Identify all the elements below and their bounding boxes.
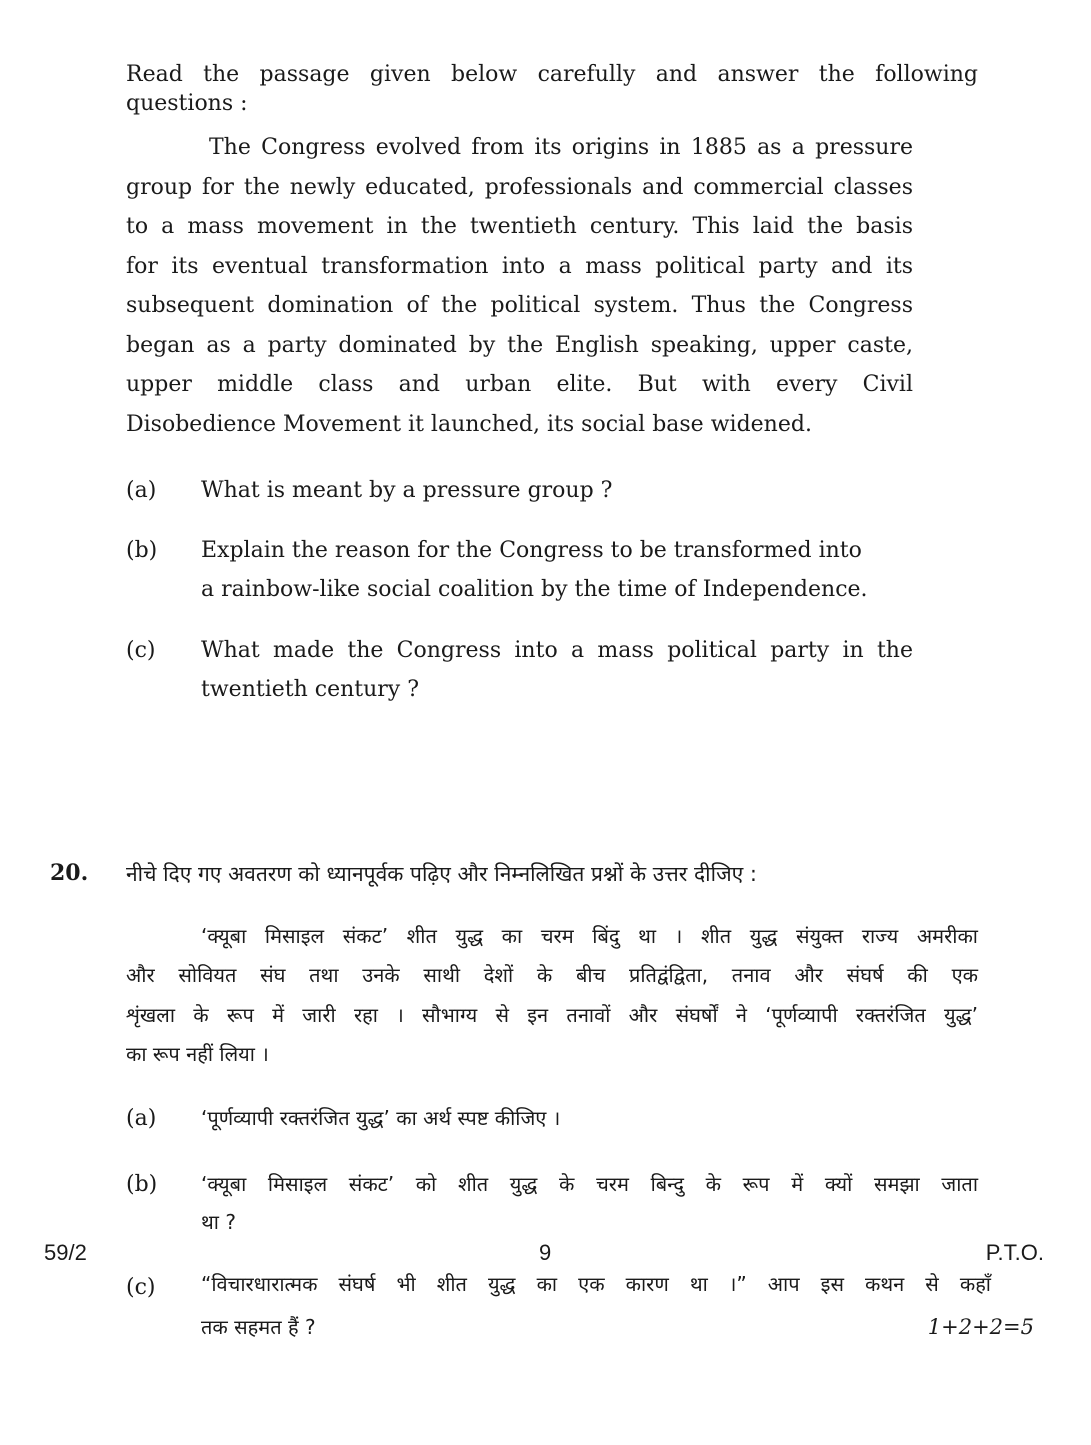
marks-allocation: 1+2+2=5 — [927, 1315, 1034, 1339]
question-number: 20. — [50, 860, 89, 886]
question-c-label: (c) — [126, 638, 156, 663]
q20-b-text-2: था ? — [201, 1210, 236, 1234]
passage-line: to a mass movement in the twentieth century. This laid the basis — [126, 214, 913, 239]
passage-line: upper middle class and urban elite. But with every Civil — [126, 372, 913, 397]
intro-line-1: Read the passage given below carefully and answer the following — [126, 62, 978, 87]
question-b-text-2: a rainbow-like social coalition by the time of Independence. — [201, 577, 868, 602]
hindi-passage-line: शृंखला के रूप में जारी रहा । सौभाग्य से इन तनावों और संघर्षों ने ‘पूर्णव्यापी रक्तरंजित युद्ध’ — [126, 1003, 978, 1027]
passage-line: group for the newly educated, professionals and commercial classes — [126, 175, 913, 200]
question-c-text: What made the Congress into a mass political party in the — [201, 638, 913, 663]
intro-line-2: questions : — [126, 91, 248, 116]
passage-line: subsequent domination of the political system. Thus the Congress — [126, 293, 913, 318]
question-a-label: (a) — [126, 478, 157, 503]
passage-line: The Congress evolved from its origins in 1885 as a pressure — [209, 135, 913, 160]
q20-a-text: ‘पूर्णव्यापी रक्तरंजित युद्ध’ का अर्थ स्पष्ट कीजिए । — [201, 1106, 561, 1130]
question-a-text: What is meant by a pressure group ? — [201, 478, 613, 503]
passage-line: for its eventual transformation into a mass political party and its — [126, 254, 913, 279]
hindi-passage-line: का रूप नहीं लिया । — [126, 1042, 269, 1066]
hindi-passage-line: और सोवियत संघ तथा उनके साथी देशों के बीच प्रतिद्वंद्विता, तनाव और संघर्ष की एक — [126, 963, 978, 987]
passage-line: Disobedience Movement it launched, its social base widened. — [126, 412, 812, 437]
question-b-label: (b) — [126, 538, 158, 563]
hindi-passage-line: ‘क्यूबा मिसाइल संकट’ शीत युद्ध का चरम बिंदु था । शीत युद्ध संयुक्त राज्य अमरीका — [201, 924, 978, 948]
question-c-text-2: twentieth century ? — [201, 677, 420, 702]
q20-b-label: (b) — [126, 1172, 158, 1197]
q20-instruction: नीचे दिए गए अवतरण को ध्यानपूर्वक पढ़िए और निम्नलिखित प्रश्नों के उत्तर दीजिए : — [126, 862, 758, 886]
q20-b-text: ‘क्यूबा मिसाइल संकट’ को शीत युद्ध के चरम बिन्दु के रूप में क्यों समझा जाता — [201, 1172, 978, 1196]
question-b-text: Explain the reason for the Congress to be transformed into — [201, 538, 862, 563]
q20-c-label: (c) — [126, 1275, 156, 1300]
passage-line: began as a party dominated by the English speaking, upper caste, — [126, 333, 913, 358]
q20-c-text: “विचारधारात्मक संघर्ष भी शीत युद्ध का एक कारण था ।” आप इस कथन से कहाँ — [201, 1272, 991, 1296]
q20-a-label: (a) — [126, 1106, 157, 1131]
page-number: 9 — [539, 1240, 552, 1265]
paper-code: 59/2 — [44, 1240, 87, 1265]
please-turn-over: P.T.O. — [985, 1240, 1044, 1265]
q20-c-text-2: तक सहमत हैं ? — [201, 1315, 316, 1339]
